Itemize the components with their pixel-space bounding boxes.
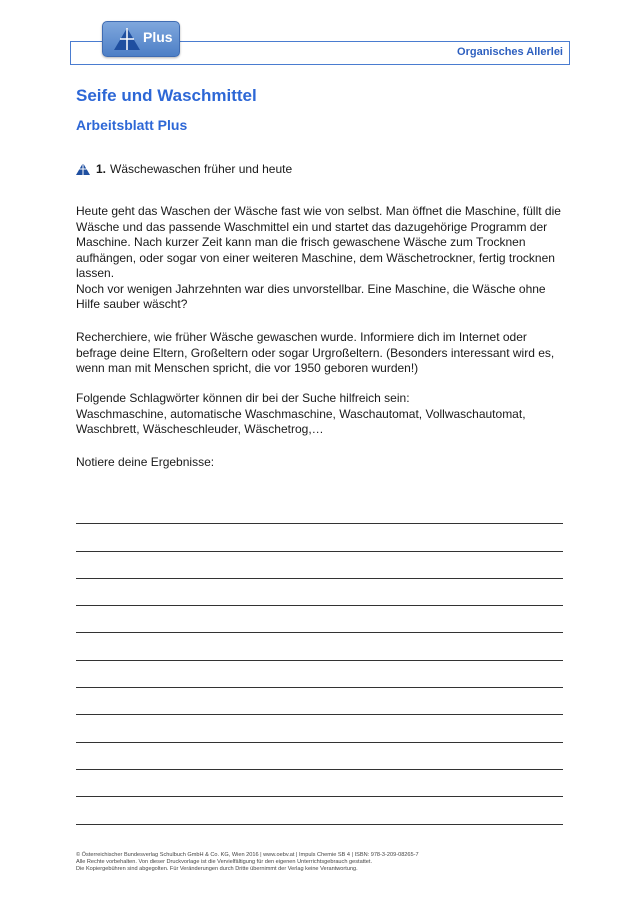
text-line: Recherchiere, wie früher Wäsche gewaschen wurde. Informiere dich im Internet oder <box>76 330 527 344</box>
writing-line[interactable] <box>76 524 563 551</box>
text-line: Notiere deine Ergebnisse: <box>76 455 215 469</box>
pyramid-icon <box>113 27 141 51</box>
section-title: Organisches Allerlei <box>457 46 563 58</box>
paragraph-research <box>76 330 576 377</box>
text-line: Wäsche und das passende Waschmittel ein und startet das dazugehörige Programm der <box>76 219 548 234</box>
writing-line[interactable] <box>76 797 563 824</box>
page-title: Seife und Waschmittel <box>76 86 257 105</box>
task-label: Wäschewaschen früher und heute <box>110 162 293 176</box>
writing-line[interactable] <box>76 770 563 797</box>
pyramid-icon <box>76 163 90 175</box>
footer-line: Alle Rechte vorbehalten. Von dieser Druckvorlage ist die Vervielfältigung für den eigenen Unterrichtsgebrauch gestattet. <box>76 859 373 865</box>
text-line: Maschine. Nach kurzer Zeit kann man die frisch gewaschene Wäsche zum Trocknen <box>76 235 526 249</box>
text-line: Noch vor wenigen Jahrzehnten war dies unvorstellbar. Eine Maschine, die Wäsche ohne <box>76 281 546 296</box>
writing-line[interactable] <box>76 579 563 606</box>
writing-line[interactable] <box>76 552 563 579</box>
text-line: Heute geht das Waschen der Wäsche fast wie von selbst. Man öffnet die Maschine, füllt die <box>76 204 561 218</box>
writing-line[interactable] <box>76 606 563 633</box>
footer-copyright <box>76 852 419 873</box>
writing-line[interactable] <box>76 688 563 715</box>
plus-logo <box>102 21 180 57</box>
footer-line: Die Kopiergebühren sind abgegolten. Für Veränderungen durch Dritte übernimmt der Verlag keine Verantwortung. <box>76 866 358 872</box>
writing-line[interactable] <box>76 661 563 688</box>
paragraph-notes-prompt <box>76 455 576 471</box>
paragraph-keywords <box>76 391 576 438</box>
writing-line[interactable] <box>76 497 563 524</box>
text-line: lassen. <box>76 266 115 280</box>
text-line: befrage deine Eltern, Großeltern oder sogar Urgroßeltern. (Besonders interessant wird es, <box>76 345 555 360</box>
task-number: 1. <box>96 162 107 176</box>
task-heading <box>76 162 292 176</box>
page-subtitle: Arbeitsblatt Plus <box>76 117 188 133</box>
writing-lines[interactable] <box>76 497 563 825</box>
text-line: Hilfe sauber wäscht? <box>76 297 188 311</box>
writing-line[interactable] <box>76 715 563 742</box>
text-line: wenn man mit Menschen spricht, die vor 1950 geboren wurden!) <box>76 361 419 375</box>
text-line: aufhängen, oder sogar von einer weiteren Maschine, dem Wäschetrockner, fertig trocknen <box>76 250 555 265</box>
text-line: Waschmaschine, automatische Waschmaschine, Waschautomat, Vollwaschautomat, <box>76 406 526 421</box>
footer-line: © Österreichischer Bundesverlag Schulbuch GmbH & Co. KG, Wien 2016 | www.oebv.at | Impuls Chemie SB 4 | ISBN: 978-3-209-08265-7 <box>76 852 419 858</box>
writing-line[interactable] <box>76 743 563 770</box>
paragraph-intro <box>76 204 576 313</box>
logo-text: Plus <box>143 29 173 45</box>
text-line: Folgende Schlagwörter können dir bei der Suche hilfreich sein: <box>76 391 410 405</box>
writing-line[interactable] <box>76 633 563 660</box>
text-line: Waschbrett, Wäscheschleuder, Wäschetrog,… <box>76 422 324 436</box>
